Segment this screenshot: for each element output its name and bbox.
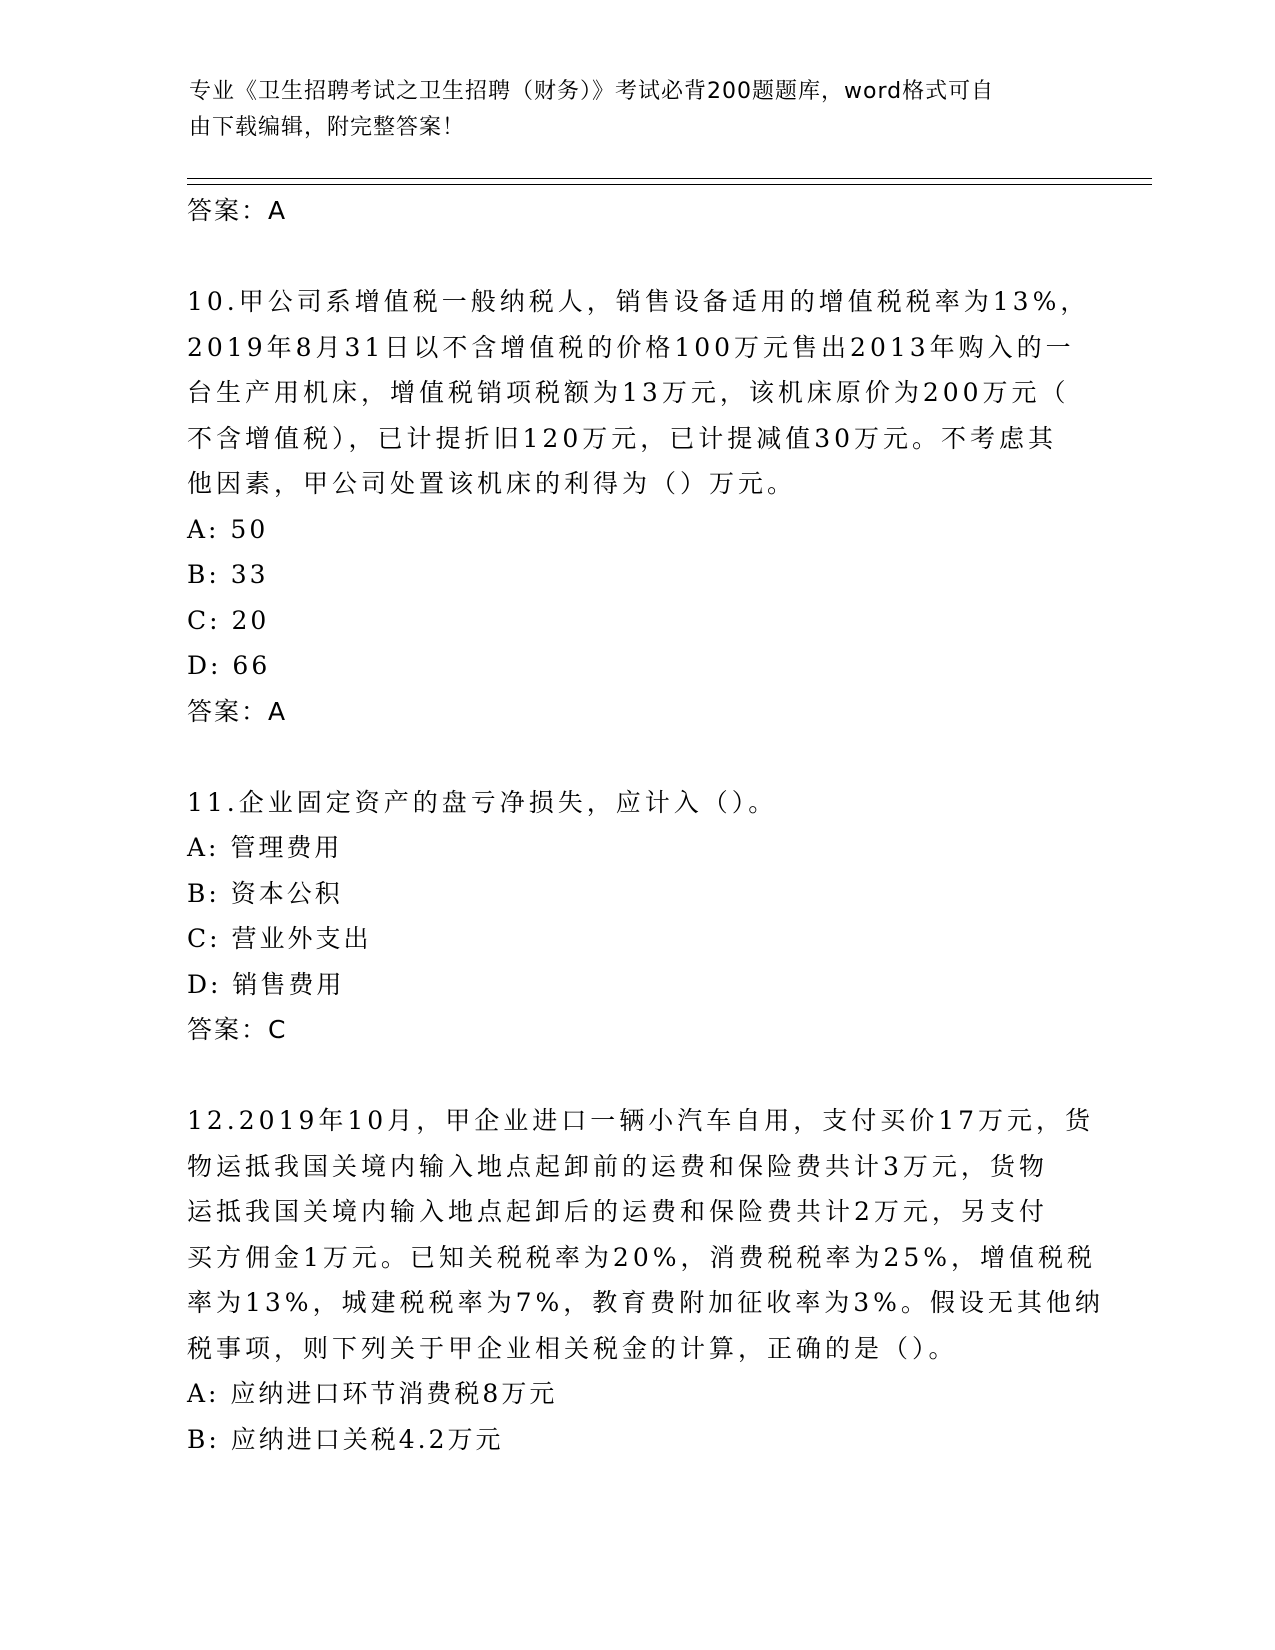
option-d: D: 销售费用 <box>187 969 345 999</box>
option-b: B: 33 <box>187 560 269 589</box>
question-line: 税事项，则下列关于甲企业相关税金的计算，正确的是（）。 <box>187 1333 958 1363</box>
question-line: 10.甲公司系增值税一般纳税人，销售设备适用的增值税税率为13%， <box>187 287 1090 316</box>
document-body <box>187 188 1104 1462</box>
page-header <box>189 74 1069 146</box>
option-c: C: 20 <box>187 605 270 635</box>
answer-line: 答案：A <box>187 696 288 726</box>
option-b: B: 应纳进口关税4.2万元 <box>187 1424 504 1454</box>
option-d: D: 66 <box>187 651 271 680</box>
question-line: 率为13%，城建税税率为7%，教育费附加征收率为3%。假设无其他纳 <box>187 1288 1104 1317</box>
question-10 <box>187 279 1090 507</box>
option-a: A: 管理费用 <box>187 833 343 862</box>
option-b: B: 资本公积 <box>187 878 343 908</box>
header-rule-top <box>187 178 1152 179</box>
question-line: 12.2019年10月，甲企业进口一辆小汽车自用，支付买价17万元，货 <box>187 1106 1095 1135</box>
question-line: 他因素，甲公司处置该机床的利得为（）万元。 <box>187 469 797 498</box>
option-c: C: 营业外支出 <box>187 924 372 953</box>
option-a: A: 50 <box>187 514 269 544</box>
header-line-1: 专业《卫生招聘考试之卫生招聘（财务）》考试必背200题题库，word格式可自 <box>189 79 995 104</box>
question-line: 11.企业固定资产的盘亏净损失，应计入（）。 <box>187 787 778 817</box>
option-a: A: 应纳进口环节消费税8万元 <box>187 1379 558 1408</box>
question-11 <box>187 780 1087 826</box>
spacer <box>187 1053 1087 1099</box>
question-line: 物运抵我国关境内输入地点起卸前的运费和保险费共计3万元，货物 <box>187 1151 1048 1181</box>
header-rule-bottom <box>187 184 1152 185</box>
question-line: 运抵我国关境内输入地点起卸后的运费和保险费共计2万元，另支付 <box>187 1197 1048 1226</box>
header-line-2: 由下载编辑，附完整答案！ <box>189 115 466 140</box>
spacer <box>187 734 1087 780</box>
question-line: 不含增值税），已计提折旧120万元，已计提减值30万元。不考虑其 <box>187 423 1058 453</box>
answer-line: 答案：A <box>187 196 288 225</box>
question-12 <box>187 1098 1104 1371</box>
question-line: 买方佣金1万元。已知关税税率为20%，消费税税率为25%，增值税税 <box>187 1242 1097 1272</box>
answer-line: 答案：C <box>187 1015 288 1044</box>
question-line: 台生产用机床，增值税销项税额为13万元，该机床原价为200万元（ <box>187 378 1070 407</box>
question-line: 2019年8月31日以不含增值税的价格100万元售出2013年购入的一 <box>187 332 1075 362</box>
spacer <box>187 234 1087 280</box>
